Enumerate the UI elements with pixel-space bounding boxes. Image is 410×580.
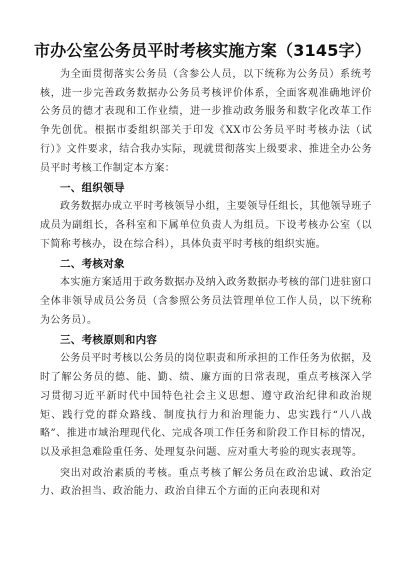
document-title: 市办公室公务员平时考核实施方案（3145字） bbox=[34, 41, 371, 60]
document-body bbox=[40, 66, 372, 502]
section-paragraph: 公务员平时考核以公务员的岗位职责和所承担的工作任务为依据，及时了解公务员的德、能、勤、绩、廉方面的日常表现，重点考核深入学习贯彻习近平新时代中国特色社会主义思想、遵守政治纪律和政治规矩、践行党的群众路线、制度执行力和治理能力、忠实践行“八八战略”、推进市域治理现代化、完成各项工作任务和阶段工作目标的情况，以及承担急难险重任务、处理复杂问题、应对重大考验的现实表现等。 bbox=[40, 353, 372, 458]
section-heading: 二、考核对象 bbox=[60, 258, 125, 271]
section-heading: 一、组织领导 bbox=[60, 182, 125, 195]
section-paragraph: 本实施方案适用于政务数据办及纳入政务数据办考核的部门进驻窗口全体非领导成员公务员（含参照公务员法管理单位工作人员，以下统称为公务员）。 bbox=[40, 277, 372, 326]
intro-paragraph: 为全面贯彻落实公务员（含参公人员，以下统称为公务员）系统考核，进一步完善政务数据办公务员考核评价体系，全面客观准确地评价公务员的德才表现和工作业绩，进一步推动政务服务和数字化改革工作争先创优。根据市委组织部关于印发《XX市公务员平时考核办法（试行）》文件要求，结合我办实际，现就贯彻落实上级要求、推进全办公务员平时考核工作制定本方案： bbox=[40, 69, 372, 174]
section-heading: 三、考核原则和内容 bbox=[60, 334, 158, 347]
section-paragraph: 政务数据办成立平时考核领导小组，主要领导任组长，其他领导班子成员为副组长，各科室和下属单位负责人为组员。下设考核办公室（以下简称考核办，设在综合科），具体负责平时考核的组织实施。 bbox=[40, 201, 372, 250]
section-paragraph: 突出对政治素质的考核。重点考核了解公务员在政治忠诚、政治定力、政治担当、政治能力、政治自律五个方面的正向表现和对 bbox=[40, 467, 372, 498]
